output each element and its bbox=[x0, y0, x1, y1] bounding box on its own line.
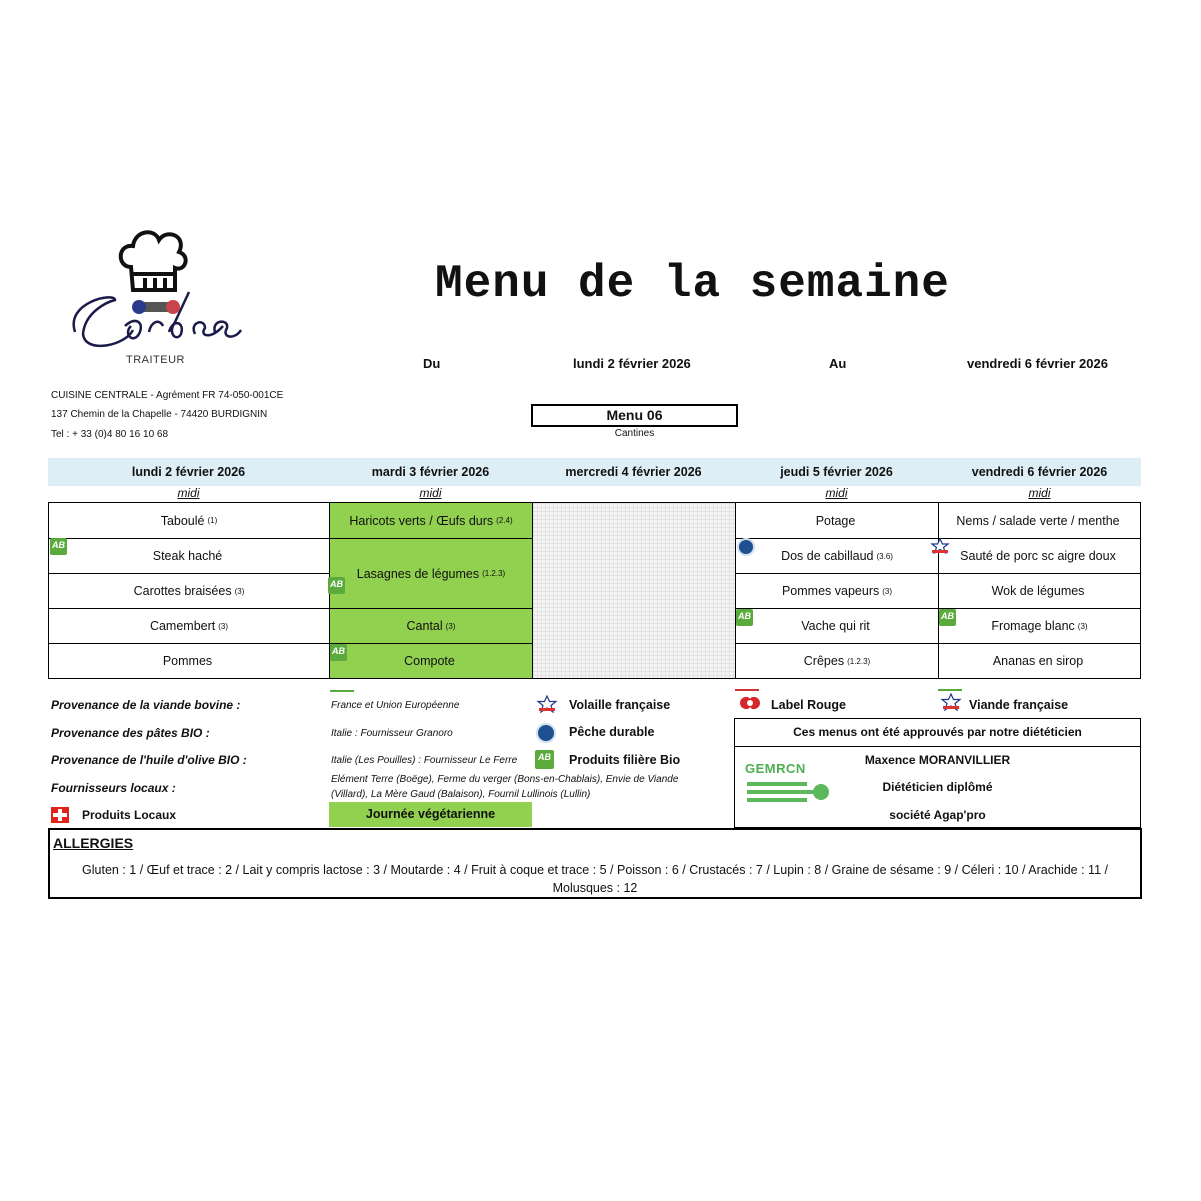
thursday-row-1: Potage bbox=[736, 503, 939, 539]
provenance-bovine-label: Provenance de la viande bovine : bbox=[51, 698, 241, 712]
produits-locaux-label: Produits Locaux bbox=[82, 808, 177, 822]
date-to: vendredi 6 février 2026 bbox=[967, 356, 1108, 371]
friday-row-1: Nems / salade verte / menthe bbox=[939, 503, 1140, 539]
meal-tuesday: midi bbox=[419, 486, 442, 500]
gemrcn-label: GEMRCN bbox=[745, 761, 806, 776]
company-line-3: Tel : + 33 (0)4 80 16 10 68 bbox=[51, 429, 169, 440]
date-from: lundi 2 février 2026 bbox=[573, 356, 691, 371]
fork-icon bbox=[745, 776, 835, 806]
bio-icon: AB bbox=[330, 644, 347, 661]
volaille-francaise-label: Volaille française bbox=[569, 698, 671, 712]
dietitian-name: Maxence MORANVILLIER bbox=[864, 753, 1011, 767]
fournisseurs-locaux-label: Fournisseurs locaux : bbox=[51, 781, 176, 795]
monday-row-3: Carottes braisées (3) bbox=[49, 574, 330, 609]
dietitian-approved: Ces menus ont été approuvés par notre diététicien bbox=[793, 725, 1082, 739]
day-name-tuesday: mardi 3 février 2026 bbox=[371, 465, 490, 479]
wednesday-empty bbox=[533, 503, 736, 678]
date-to-label: Au bbox=[829, 356, 847, 371]
friday-row-2: Sauté de porc sc aigre doux bbox=[939, 539, 1140, 574]
divider bbox=[735, 689, 759, 691]
bio-icon: AB bbox=[736, 609, 753, 626]
label-rouge-label: Label Rouge bbox=[771, 698, 847, 712]
peche-durable-icon bbox=[737, 538, 755, 556]
day-name-thursday: jeudi 5 février 2026 bbox=[780, 465, 893, 479]
peche-durable-label: Pêche durable bbox=[569, 725, 655, 739]
tuesday-row-4: Compote bbox=[330, 644, 533, 678]
logo bbox=[55, 222, 245, 372]
dietitian-box bbox=[734, 718, 1141, 828]
day-name-friday: vendredi 6 février 2026 bbox=[971, 465, 1108, 479]
menu-subtitle: Cantines bbox=[614, 428, 655, 439]
divider bbox=[735, 746, 1140, 747]
tuesday-row-2: Lasagnes de légumes (1.2.3) bbox=[330, 539, 533, 609]
fournisseurs-locaux-value-2: (Villard), La Mère Gaud (Balaison), Fournil Lullinois (Lullin) bbox=[331, 789, 591, 800]
thursday-row-5: Crêpes (1.2.3) bbox=[736, 644, 939, 678]
bio-icon: AB bbox=[939, 609, 956, 626]
page-title: Menu de la semaine bbox=[435, 258, 950, 310]
allergies-list: Gluten : 1 / Œuf et trace : 2 / Lait y compris lactose : 3 / Moutarde : 4 / Fruit à coque et trace : 5 / Poisson : 6 / Crustacés : 7 / Lupin : 8 / Graine de sésame : 9 / Céleri : 10 / Arachide : 11 / Molusques : 12 bbox=[82, 863, 1108, 895]
provenance-bovine-value: France et Union Européenne bbox=[331, 700, 460, 711]
provenance-huile-label: Provenance de l'huile d'olive BIO : bbox=[51, 753, 247, 767]
viande-francaise-icon bbox=[930, 538, 950, 554]
tuesday-row-1: Haricots verts / Œufs durs (2.4) bbox=[330, 503, 533, 539]
divider bbox=[330, 690, 354, 692]
allergies-title: ALLERGIES bbox=[53, 835, 134, 851]
menu-number: Menu 06 bbox=[531, 404, 738, 427]
dietitian-title: Diététicien diplômé bbox=[882, 780, 993, 794]
friday-row-3: Wok de légumes bbox=[939, 574, 1140, 609]
viande-francaise-icon bbox=[940, 693, 962, 711]
thursday-row-4: Vache qui rit bbox=[736, 609, 939, 644]
vegetarian-day-legend: Journée végétarienne bbox=[329, 802, 532, 827]
peche-durable-icon bbox=[536, 723, 556, 743]
fournisseurs-locaux-value-1: Elément Terre (Boëge), Ferme du verger (Bons-en-Chablais), Envie de Viande bbox=[331, 774, 679, 785]
label-rouge-icon bbox=[738, 694, 762, 712]
day-name-wednesday: mercredi 4 février 2026 bbox=[565, 465, 702, 479]
day-name-monday: lundi 2 février 2026 bbox=[131, 465, 246, 479]
monday-row-1: Taboulé (1) bbox=[49, 503, 330, 539]
provenance-huile-value: Italie (Les Pouilles) : Fournisseur Le Ferre bbox=[331, 755, 518, 766]
provenance-pates-value: Italie : Fournisseur Granoro bbox=[331, 728, 453, 739]
thursday-row-3: Pommes vapeurs (3) bbox=[736, 574, 939, 609]
friday-row-5: Ananas en sirop bbox=[992, 654, 1084, 668]
bio-icon: AB bbox=[328, 577, 345, 594]
bio-icon: AB bbox=[50, 538, 67, 555]
monday-row-5: Pommes bbox=[49, 644, 330, 678]
monday-row-2: Steak haché bbox=[49, 539, 330, 574]
friday-row-4: Fromage blanc (3) bbox=[939, 609, 1140, 644]
meal-friday: midi bbox=[1028, 486, 1051, 500]
allergies-box bbox=[48, 828, 1142, 899]
tuesday-row-3: Cantal (3) bbox=[330, 609, 533, 644]
dietitian-company: société Agap'pro bbox=[889, 808, 986, 822]
provenance-pates-label: Provenance des pâtes BIO : bbox=[51, 726, 210, 740]
produits-bio-label: Produits filière Bio bbox=[569, 753, 681, 767]
divider bbox=[938, 689, 962, 691]
logo-subtitle: TRAITEUR bbox=[126, 354, 185, 366]
menu-grid bbox=[48, 502, 1141, 679]
thursday-row-2: Dos de cabillaud (3.6) bbox=[736, 539, 939, 574]
produits-locaux-icon bbox=[51, 807, 69, 823]
meal-thursday: midi bbox=[825, 486, 848, 500]
gemrcn-logo bbox=[745, 761, 835, 811]
date-from-label: Du bbox=[423, 356, 441, 371]
chef-hat-icon bbox=[55, 222, 245, 372]
meal-monday: midi bbox=[177, 486, 200, 500]
volaille-francaise-icon bbox=[536, 695, 558, 713]
bio-icon: AB bbox=[535, 750, 554, 769]
monday-row-4: Camembert (3) bbox=[49, 609, 330, 644]
viande-francaise-label: Viande française bbox=[969, 698, 1069, 712]
company-line-1: CUISINE CENTRALE - Agrément FR 74-050-001CE bbox=[51, 390, 284, 401]
company-line-2: 137 Chemin de la Chapelle - 74420 BURDIGNIN bbox=[51, 409, 268, 420]
